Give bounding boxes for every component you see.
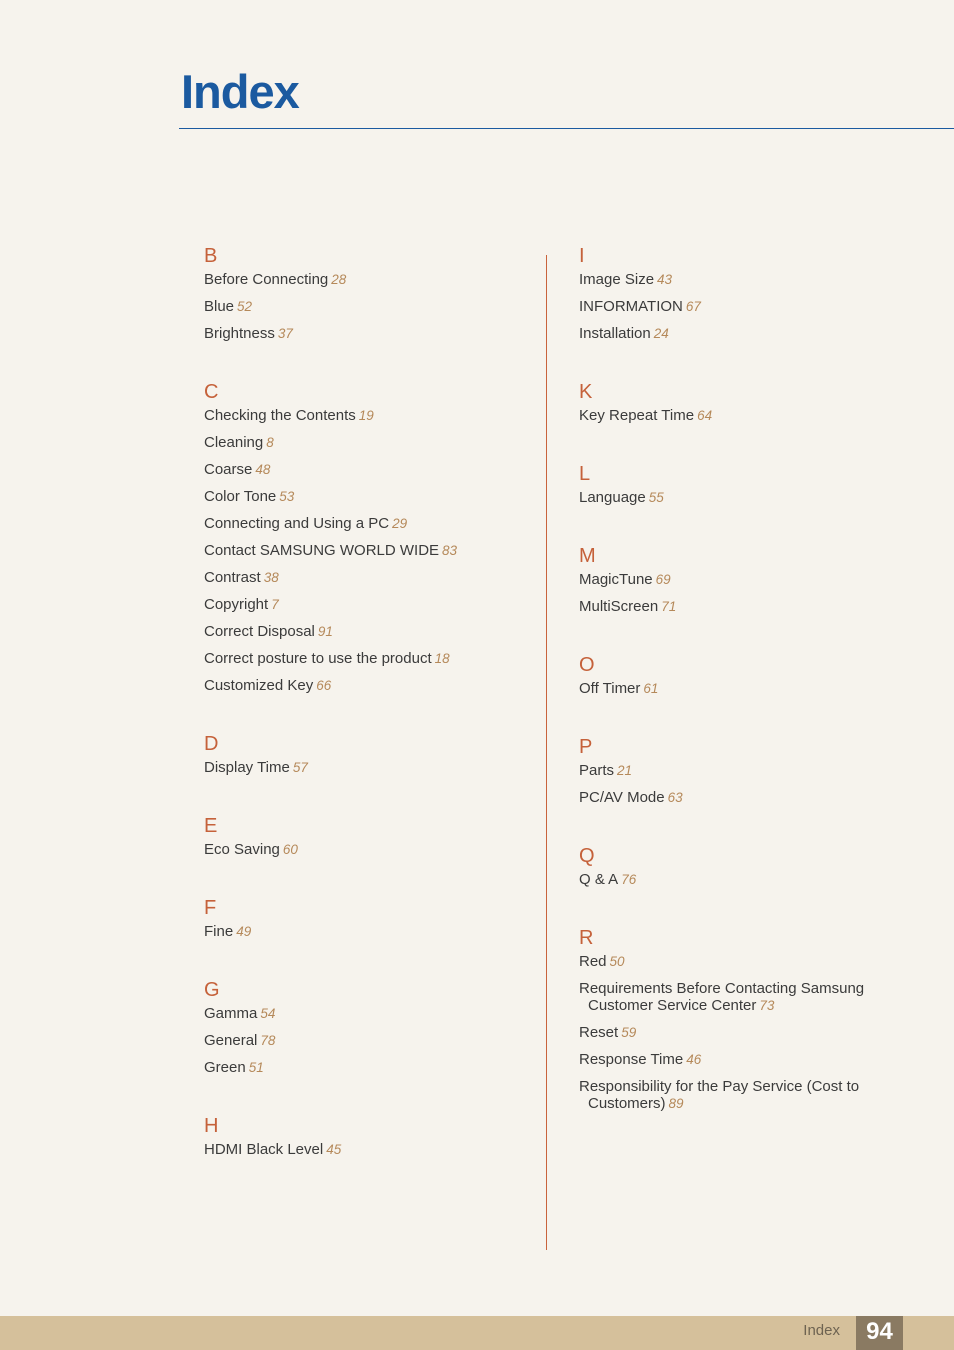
index-entry[interactable] (204, 677, 524, 694)
entry-page-number[interactable]: 78 (260, 1033, 276, 1048)
index-entry[interactable] (579, 762, 909, 779)
entry-text: Cleaning (204, 434, 264, 451)
entry-page-number[interactable]: 67 (685, 299, 701, 314)
entry-page-number[interactable]: 89 (668, 1096, 684, 1111)
index-section (204, 895, 524, 940)
entry-text: Coarse (204, 461, 253, 478)
index-entry[interactable] (204, 1141, 524, 1158)
footer-page-number: 94 (856, 1316, 903, 1350)
entry-text-continued (579, 997, 909, 1014)
entry-text: Correct posture to use the product (204, 650, 432, 667)
section-letter: I (579, 245, 585, 267)
index-entry[interactable] (204, 569, 524, 586)
entry-text: PC/AV Mode (579, 789, 665, 806)
entry-text: Language (579, 489, 646, 506)
section-letter: L (579, 463, 591, 485)
entry-page-number[interactable]: 45 (326, 1142, 342, 1157)
entry-text: Parts (579, 762, 615, 779)
index-entry[interactable] (579, 407, 909, 424)
entry-page-number[interactable]: 54 (260, 1006, 276, 1021)
index-entry[interactable] (579, 571, 909, 588)
index-section (579, 734, 909, 806)
section-letter: F (204, 897, 217, 919)
entry-page-number[interactable]: 50 (609, 954, 625, 969)
column-divider (546, 255, 547, 1250)
entry-text: Correct Disposal (204, 623, 315, 640)
section-letter: M (579, 545, 596, 567)
entry-text: Color Tone (204, 488, 277, 505)
entry-text: Gamma (204, 1005, 258, 1022)
index-entry[interactable] (204, 1032, 524, 1049)
entry-text: Response Time (579, 1051, 684, 1068)
entry-text: Contact SAMSUNG WORLD WIDE (204, 542, 440, 559)
index-entry[interactable] (579, 789, 909, 806)
index-section (579, 243, 909, 342)
index-entry[interactable] (204, 271, 524, 288)
entry-page-number[interactable]: 37 (277, 326, 293, 341)
entry-page-number[interactable]: 29 (392, 516, 408, 531)
entry-page-number[interactable]: 60 (282, 842, 298, 857)
index-entry[interactable] (204, 434, 524, 451)
index-entry[interactable] (204, 542, 524, 559)
entry-text: MultiScreen (579, 598, 659, 615)
entry-text: HDMI Black Level (204, 1141, 324, 1158)
entry-page-number[interactable]: 55 (648, 490, 664, 505)
index-section (579, 843, 909, 888)
entry-page-number[interactable]: 28 (331, 272, 347, 287)
entry-page-number[interactable]: 53 (279, 489, 295, 504)
entry-page-number[interactable]: 91 (317, 624, 333, 639)
entry-text: Fine (204, 923, 234, 940)
entry-text: Contrast (204, 569, 261, 586)
index-entry[interactable] (204, 1059, 524, 1076)
entry-page-number[interactable]: 83 (442, 543, 458, 558)
section-letter: C (204, 381, 219, 403)
entry-page-number[interactable]: 63 (667, 790, 683, 805)
entry-page-number[interactable]: 49 (236, 924, 252, 939)
index-section (204, 977, 524, 1076)
entry-text: Before Connecting (204, 271, 329, 288)
entry-text: Green (204, 1059, 246, 1076)
entry-page-number[interactable]: 46 (686, 1052, 702, 1067)
index-section (204, 379, 524, 694)
entry-text: Image Size (579, 271, 655, 288)
index-section (204, 813, 524, 858)
index-entry[interactable] (579, 953, 909, 970)
entry-page-number[interactable]: 48 (255, 462, 271, 477)
entry-text: Off Timer (579, 680, 641, 697)
index-entry[interactable] (579, 298, 909, 315)
entry-text-continued (579, 1095, 909, 1112)
section-letter: B (204, 245, 218, 267)
entry-text: Key Repeat Time (579, 407, 695, 424)
entry-text: Blue (204, 298, 235, 315)
entry-text: Connecting and Using a PC (204, 515, 390, 532)
title-underline (179, 128, 954, 129)
entry-text: INFORMATION (579, 298, 683, 315)
entry-text: Responsibility for the Pay Service (Cost to (579, 1078, 860, 1095)
entry-page-number[interactable]: 73 (759, 998, 775, 1013)
entry-page-number[interactable]: 7 (271, 597, 279, 612)
index-entry[interactable] (204, 596, 524, 613)
page-title: Index (181, 65, 299, 118)
index-entry[interactable] (579, 489, 909, 506)
entry-page-number[interactable]: 52 (237, 299, 253, 314)
footer-bar (0, 1316, 954, 1350)
index-section (579, 461, 909, 506)
entry-text: Q & A (579, 871, 619, 888)
index-entry[interactable] (204, 923, 524, 940)
entry-page-number[interactable]: 76 (621, 872, 637, 887)
index-entry[interactable] (204, 488, 524, 505)
index-column-left (204, 243, 524, 1195)
entry-page-number[interactable]: 66 (316, 678, 332, 693)
entry-text: MagicTune (579, 571, 653, 588)
entry-text: Eco Saving (204, 841, 280, 858)
entry-page-number[interactable]: 71 (661, 599, 677, 614)
index-entry[interactable] (204, 325, 524, 342)
index-section (204, 243, 524, 342)
section-letter: K (579, 381, 593, 403)
entry-text: Customized Key (204, 677, 314, 694)
entry-text: Brightness (204, 325, 275, 342)
index-section (579, 652, 909, 697)
index-entry[interactable] (204, 623, 524, 640)
entry-page-number[interactable]: 69 (655, 572, 671, 587)
section-letter: G (204, 979, 220, 1001)
entry-text: Requirements Before Contacting Samsung (579, 980, 865, 997)
index-entry[interactable] (579, 598, 909, 615)
index-entry[interactable] (204, 461, 524, 478)
entry-page-number[interactable]: 38 (263, 570, 279, 585)
index-entry[interactable] (579, 1024, 909, 1041)
entry-text: Red (579, 953, 607, 970)
index-entry[interactable] (204, 841, 524, 858)
entry-text-line2: Customer Service Center (588, 997, 757, 1014)
index-section (579, 543, 909, 615)
index-entry[interactable] (579, 271, 909, 288)
index-entry[interactable] (579, 1078, 909, 1112)
index-section (579, 379, 909, 424)
section-letter: Q (579, 845, 595, 867)
entry-text: General (204, 1032, 258, 1049)
index-entry[interactable] (204, 407, 524, 424)
index-entry[interactable] (204, 515, 524, 532)
section-letter: P (579, 736, 593, 758)
entry-page-number[interactable]: 57 (292, 760, 308, 775)
entry-text: Copyright (204, 596, 269, 613)
index-section (204, 1113, 524, 1158)
entry-page-number[interactable]: 64 (697, 408, 713, 423)
index-entry[interactable] (579, 325, 909, 342)
index-entry[interactable] (579, 680, 909, 697)
entry-page-number[interactable]: 21 (617, 763, 633, 778)
entry-page-number[interactable]: 19 (358, 408, 374, 423)
section-letter: O (579, 654, 595, 676)
index-entry[interactable] (204, 650, 524, 667)
entry-text-line2: Customers) (588, 1095, 666, 1112)
index-entry[interactable] (204, 1005, 524, 1022)
entry-text: Installation (579, 325, 651, 342)
entry-text: Checking the Contents (204, 407, 356, 424)
entry-text: Display Time (204, 759, 290, 776)
entry-page-number[interactable]: 59 (621, 1025, 637, 1040)
index-column-right (579, 243, 909, 1149)
section-letter: R (579, 927, 594, 949)
entry-page-number[interactable]: 43 (657, 272, 673, 287)
entry-page-number[interactable]: 61 (643, 681, 659, 696)
index-section (204, 731, 524, 776)
entry-page-number[interactable]: 51 (248, 1060, 264, 1075)
index-entry[interactable] (579, 871, 909, 888)
entry-page-number[interactable]: 24 (653, 326, 669, 341)
section-letter: H (204, 1115, 219, 1137)
index-entry[interactable] (204, 298, 524, 315)
index-entry[interactable] (579, 980, 909, 1014)
section-letter: E (204, 815, 218, 837)
footer-section-label: Index (803, 1322, 840, 1339)
entry-text: Reset (579, 1024, 619, 1041)
index-section (579, 925, 909, 1112)
section-letter: D (204, 733, 219, 755)
index-entry[interactable] (579, 1051, 909, 1068)
entry-page-number[interactable]: 8 (266, 435, 274, 450)
entry-page-number[interactable]: 18 (434, 651, 450, 666)
index-entry[interactable] (204, 759, 524, 776)
